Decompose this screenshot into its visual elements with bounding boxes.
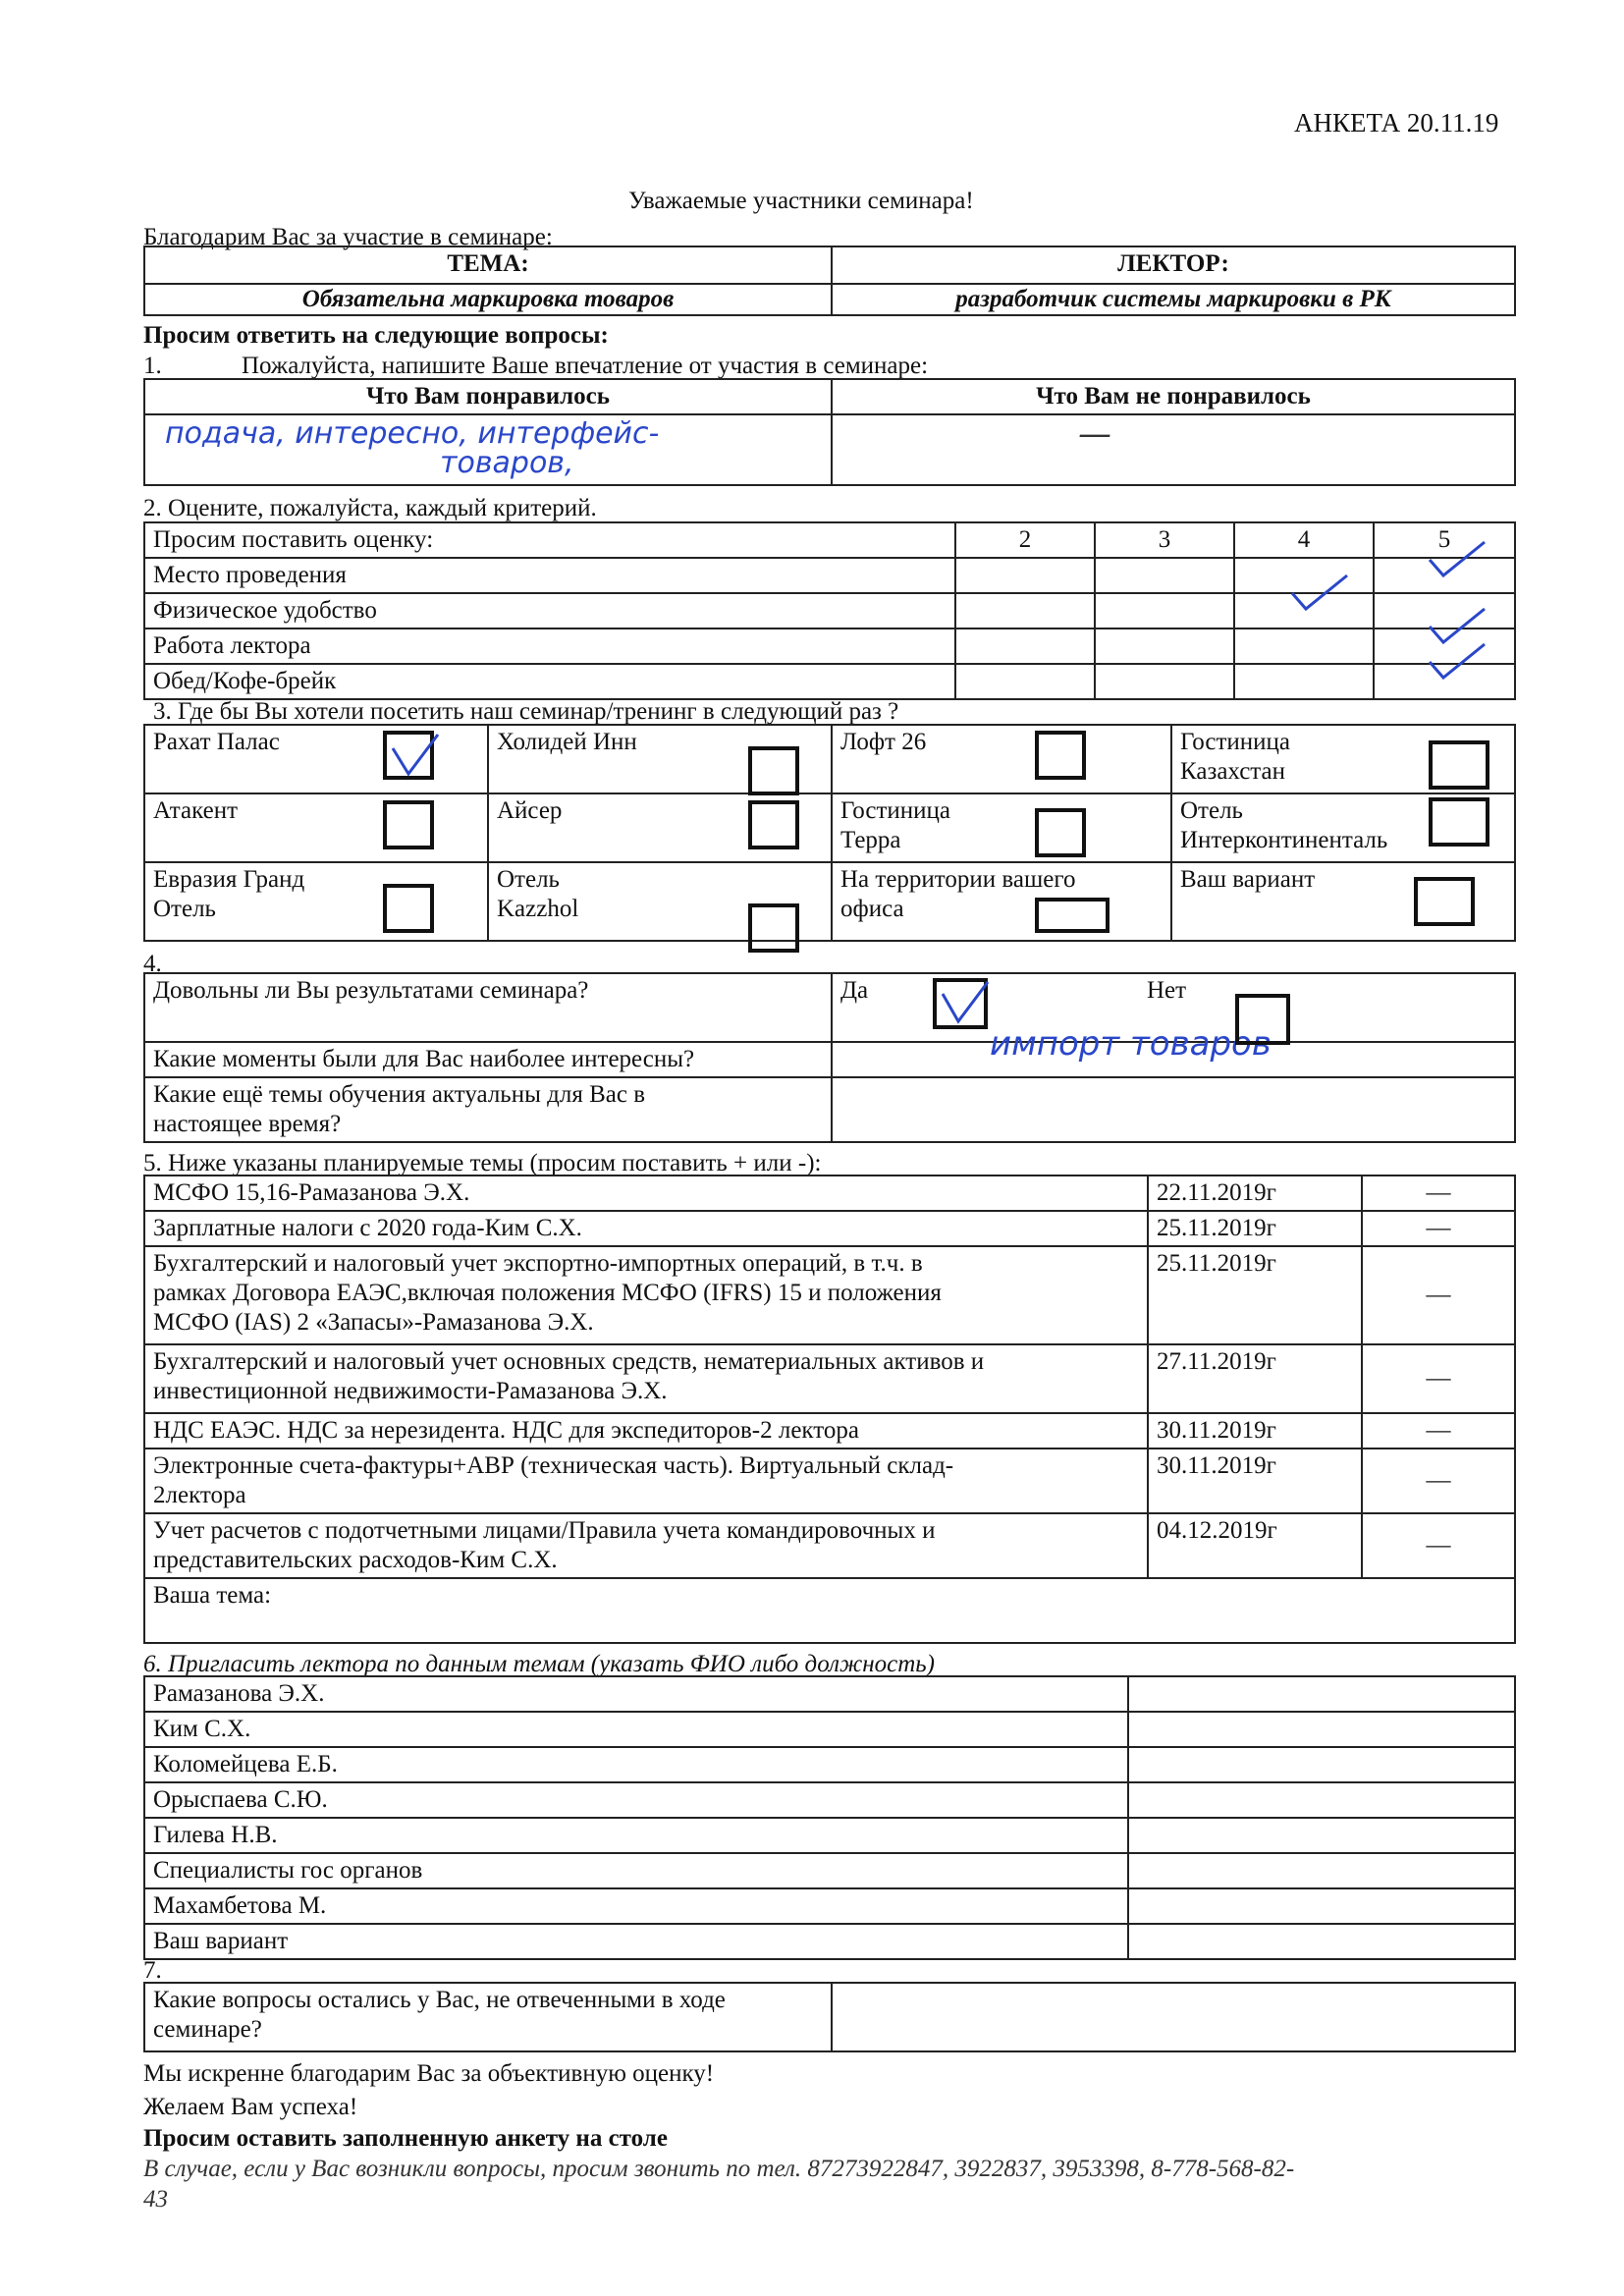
planned-topic-date: 27.11.2019г: [1148, 1344, 1362, 1413]
rating-cell[interactable]: [1095, 558, 1234, 593]
results-table: [143, 972, 1516, 1143]
venue-checkbox-office[interactable]: [1035, 898, 1110, 933]
planned-topic: Бухгалтерский и налоговый учет основных средств, нематериальных активов и инвестиционной недвижимости-Рамазанова Э.Х.: [144, 1344, 1148, 1413]
rating-cell[interactable]: [955, 629, 1095, 664]
liked-answer-cell[interactable]: [144, 414, 832, 485]
your-topic-cell[interactable]: Ваша тема:: [144, 1578, 1515, 1643]
rating-header: Просим поставить оценку:: [144, 522, 955, 558]
planned-topic: Электронные счета-фактуры+АВР (техническая часть). Виртуальный склад- 2лектора: [144, 1449, 1148, 1513]
yes-label: Да: [840, 977, 869, 1004]
thanks-line: Благодарим Вас за участие в семинаре:: [143, 224, 553, 250]
venue-checkbox-atakent[interactable]: [383, 800, 434, 849]
planned-topic-date: 25.11.2019г: [1148, 1246, 1362, 1344]
rating-cell[interactable]: [1234, 629, 1374, 664]
topic-table: [143, 246, 1516, 316]
venue-your-option[interactable]: Ваш вариант: [1171, 862, 1515, 941]
venue-checkbox-kazzhol[interactable]: [748, 903, 799, 953]
score-5: 5: [1374, 522, 1515, 558]
venue-hotel-kazakhstan[interactable]: Гостиница Казахстан: [1171, 725, 1515, 793]
check-mark-icon: [1286, 572, 1355, 615]
footer-contacts-end: 43: [143, 2186, 168, 2213]
planned-topic-mark[interactable]: —: [1362, 1449, 1515, 1513]
disliked-answer-cell[interactable]: [832, 414, 1515, 485]
planned-topic: МСФО 15,16-Рамазанова Э.Х.: [144, 1175, 1148, 1211]
no-label: Нет: [1147, 977, 1187, 1004]
criterion-lecturer: Работа лектора: [144, 629, 955, 664]
interesting-answer: импорт товаров: [990, 1024, 1272, 1064]
venue-your-office[interactable]: На территории вашего офиса: [832, 862, 1171, 941]
planned-topic-date: 30.11.2019г: [1148, 1449, 1362, 1513]
score-2: 2: [955, 522, 1095, 558]
interesting-answer-cell[interactable]: [832, 1024, 1515, 1077]
lecturer-option: Ваш вариант: [144, 1924, 1128, 1959]
planned-topic-date: 30.11.2019г: [1148, 1413, 1362, 1449]
score-4: 4: [1234, 522, 1374, 558]
planned-topic-mark[interactable]: —: [1362, 1413, 1515, 1449]
open-questions-table: [143, 1982, 1516, 2052]
rating-cell[interactable]: [1095, 629, 1234, 664]
lecturer-choice[interactable]: [1128, 1888, 1515, 1924]
anketa-header: АНКЕТА 20.11.19: [1294, 108, 1499, 137]
q7-number: 7.: [143, 1957, 162, 1984]
lecturer-option: Махамбетова М.: [144, 1888, 1128, 1924]
rating-cell[interactable]: [955, 593, 1095, 629]
planned-topic: Бухгалтерский и налоговый учет экспортно-импортных операций, в т.ч. в рамках Договора ЕАЭС,включая положения МСФО (IFRS) 15 и положения МСФО (IAS) 2 «Запасы»-Рамазанова Э.Х.: [144, 1246, 1148, 1344]
impression-table: [143, 378, 1516, 486]
check-mark-icon: [935, 978, 994, 1029]
venue-checkbox-holiday[interactable]: [748, 746, 799, 795]
rating-cell[interactable]: [1095, 593, 1234, 629]
criterion-venue: Место проведения: [144, 558, 955, 593]
venue-table: [143, 724, 1516, 942]
lecturer-choice[interactable]: [1128, 1818, 1515, 1853]
invite-lecturer-table: [143, 1675, 1516, 1960]
lecturer-choice[interactable]: [1128, 1782, 1515, 1818]
venue-kazzhol[interactable]: Отель Kazzhol: [488, 862, 832, 941]
planned-topic-mark[interactable]: —: [1362, 1344, 1515, 1413]
check-mark-icon: [385, 731, 444, 782]
greeting: Уважаемые участники семинара!: [628, 188, 974, 214]
other-topics-question: Какие ещё темы обучения актуальны для Вас в настоящее время?: [144, 1077, 832, 1142]
venue-atakent[interactable]: Атакент: [144, 793, 488, 862]
planned-topic-date: 04.12.2019г: [1148, 1513, 1362, 1578]
q1-number: 1.: [143, 353, 162, 379]
venue-checkbox-terra[interactable]: [1035, 808, 1086, 857]
venue-checkbox-own[interactable]: [1414, 877, 1475, 926]
venue-intercontinental[interactable]: Отель Интерконтиненталь: [1171, 793, 1515, 862]
rating-cell[interactable]: [1095, 664, 1234, 699]
rating-cell[interactable]: [955, 664, 1095, 699]
venue-hotel-terra[interactable]: Гостиница Терра: [832, 793, 1171, 862]
lecturer-option: Орыспаева С.Ю.: [144, 1782, 1128, 1818]
lecturer-option: Коломейцева Е.Б.: [144, 1747, 1128, 1782]
q6-title: 6. Пригласить лектора по данным темам (указать ФИО либо должность): [143, 1651, 935, 1677]
score-3: 3: [1095, 522, 1234, 558]
check-mark-icon: [1424, 640, 1492, 683]
other-topics-answer[interactable]: [832, 1077, 1515, 1142]
venue-loft-26[interactable]: Лофт 26: [832, 725, 1171, 793]
topic-value: Обязательна маркировка товаров: [144, 284, 832, 315]
lecturer-option: Ким С.Х.: [144, 1712, 1128, 1747]
planned-topics-table: [143, 1175, 1516, 1644]
lecturer-option: Гилева Н.В.: [144, 1818, 1128, 1853]
rating-cell[interactable]: [1234, 664, 1374, 699]
planned-topic: НДС ЕАЭС. НДС за нерезидента. НДС для экспедиторов-2 лектора: [144, 1413, 1148, 1449]
liked-header: Что Вам понравилось: [144, 379, 832, 414]
q3-title: 3. Где бы Вы хотели посетить наш семинар/тренинг в следующий раз ?: [153, 698, 899, 725]
lecturer-option: Специалисты гос органов: [144, 1853, 1128, 1888]
venue-aiser[interactable]: Айсер: [488, 793, 832, 862]
interesting-question: Какие моменты были для Вас наиболее интересны?: [144, 1042, 832, 1077]
criterion-lunch: Обед/Кофе-брейк: [144, 664, 955, 699]
footer-wish: Желаем Вам успеха!: [143, 2094, 358, 2120]
planned-topic: Зарплатные налоги с 2020 года-Ким С.Х.: [144, 1211, 1148, 1246]
lecturer-choice[interactable]: [1128, 1712, 1515, 1747]
check-mark-icon: [1424, 538, 1492, 581]
footer-thanks: Мы искренне благодарим Вас за объективную оценку!: [143, 2060, 715, 2087]
satisfied-question: Довольны ли Вы результатами семинара?: [144, 973, 832, 1042]
lecturer-choice[interactable]: [1128, 1924, 1515, 1959]
venue-checkbox-intercontinental[interactable]: [1429, 797, 1489, 847]
liked-answer-line1: подача, интересно, интерфейс-: [165, 416, 660, 451]
disliked-answer: —: [1078, 414, 1111, 454]
open-questions-answer[interactable]: [832, 1983, 1515, 2051]
lecturer-option: Рамазанова Э.Х.: [144, 1676, 1128, 1712]
lecturer-value: разработчик системы маркировки в РК: [832, 284, 1515, 315]
lecturer-choice[interactable]: [1128, 1853, 1515, 1888]
venue-checkbox-loft[interactable]: [1035, 731, 1086, 780]
footer-leave-form: Просим оставить заполненную анкету на столе: [143, 2125, 668, 2152]
q1-text: Пожалуйста, напишите Ваше впечатление от участия в семинаре:: [242, 353, 929, 379]
venue-checkbox-eurasia[interactable]: [383, 884, 434, 933]
planned-topic-mark[interactable]: —: [1362, 1513, 1515, 1578]
q5-title: 5. Ниже указаны планируемые темы (просим поставить + или -):: [143, 1150, 822, 1176]
q2-title: 2. Оцените, пожалуйста, каждый критерий.: [143, 495, 597, 521]
venue-rahat-palace[interactable]: Рахат Палас: [144, 725, 488, 793]
planned-topic-mark[interactable]: —: [1362, 1175, 1515, 1211]
venue-holiday-inn[interactable]: Холидей Инн: [488, 725, 832, 793]
disliked-header: Что Вам не понравилось: [832, 379, 1515, 414]
lecturer-choice[interactable]: [1128, 1747, 1515, 1782]
lecturer-header: ЛЕКТОР:: [832, 246, 1515, 284]
criterion-comfort: Физическое удобство: [144, 593, 955, 629]
q4-number: 4.: [143, 951, 162, 977]
venue-checkbox-aiser[interactable]: [748, 800, 799, 849]
no-checkbox[interactable]: [1235, 994, 1290, 1045]
venue-eurasia-grand[interactable]: Евразия Гранд Отель: [144, 862, 488, 941]
topic-header: ТЕМА:: [144, 246, 832, 284]
planned-topic-mark[interactable]: —: [1362, 1211, 1515, 1246]
planned-topic: Учет расчетов с подотчетными лицами/Правила учета командировочных и представительских расходов-Ким С.Х.: [144, 1513, 1148, 1578]
lecturer-choice[interactable]: [1128, 1676, 1515, 1712]
planned-topic-date: 22.11.2019г: [1148, 1175, 1362, 1211]
venue-checkbox-kazakhstan[interactable]: [1429, 740, 1489, 790]
liked-answer-line2: товаров,: [440, 446, 574, 480]
ask-title: Просим ответить на следующие вопросы:: [143, 322, 609, 349]
open-questions-label: Какие вопросы остались у Вас, не отвеченными в ходе семинаре?: [144, 1983, 832, 2051]
planned-topic-mark[interactable]: —: [1362, 1246, 1515, 1344]
rating-cell[interactable]: [955, 558, 1095, 593]
planned-topic-date: 25.11.2019г: [1148, 1211, 1362, 1246]
footer-contacts: В случае, если у Вас возникли вопросы, просим звонить по тел. 87273922847, 3922837, 3953398, 8-778-568-82-: [143, 2156, 1295, 2182]
